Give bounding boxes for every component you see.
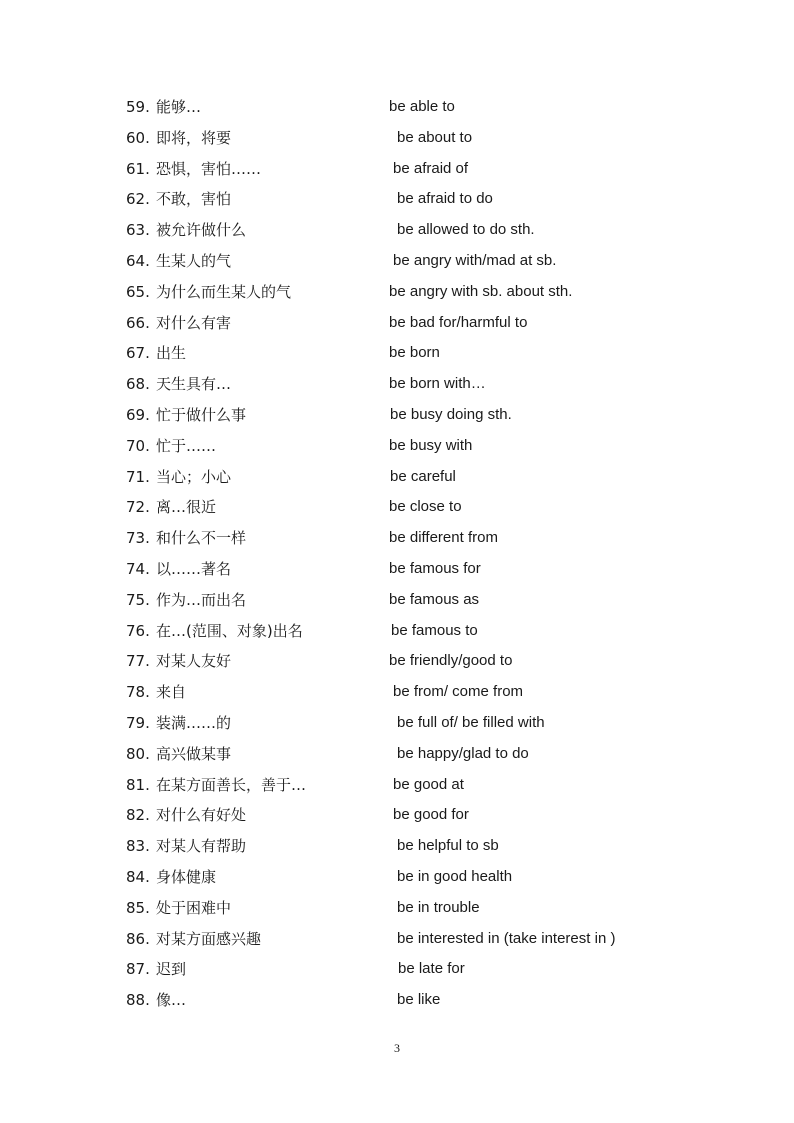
- entry-number: 87.: [126, 960, 150, 979]
- vocabulary-entry: [126, 527, 686, 558]
- entry-number: 72.: [126, 498, 150, 517]
- entry-number: 68.: [126, 375, 150, 394]
- entry-english: be friendly/good to: [389, 652, 513, 670]
- vocabulary-entry: [126, 989, 686, 1020]
- entry-chinese: 即将，将要: [156, 128, 232, 147]
- vocabulary-entry: [126, 250, 686, 281]
- entry-chinese: 处于困难中: [156, 898, 232, 917]
- entry-number: 82.: [126, 806, 150, 825]
- entry-number: 62.: [126, 190, 150, 209]
- entry-number: 78.: [126, 683, 150, 702]
- entry-number: 84.: [126, 867, 150, 886]
- entry-chinese: 来自: [156, 683, 187, 702]
- entry-number: 71.: [126, 467, 150, 486]
- entry-chinese: 以……著名: [156, 559, 232, 578]
- vocabulary-entry: [126, 466, 686, 497]
- entry-english: be famous as: [389, 590, 480, 608]
- entry-english: be busy with: [389, 436, 473, 454]
- vocabulary-entry: [126, 558, 686, 589]
- entry-english: be careful: [390, 467, 456, 485]
- entry-english: be about to: [397, 128, 473, 146]
- entry-chinese: 对某人友好: [156, 652, 232, 671]
- entry-chinese: 高兴做某事: [156, 744, 232, 763]
- entry-chinese: 作为…而出名: [156, 590, 247, 609]
- vocabulary-entry: [126, 897, 686, 928]
- entry-number: 81.: [126, 775, 150, 794]
- vocabulary-entry: [126, 404, 686, 435]
- entry-english: be allowed to do sth.: [397, 221, 535, 239]
- entry-english: be born: [389, 344, 440, 362]
- entry-chinese: 恐惧，害怕……: [156, 159, 262, 178]
- entry-chinese: 在…(范围、对象)出名: [156, 621, 303, 640]
- vocabulary-entry: [126, 774, 686, 805]
- entry-chinese: 天生具有…: [156, 375, 232, 394]
- vocabulary-entry: [126, 620, 686, 651]
- entry-english: be from/ come from: [393, 683, 524, 701]
- entry-number: 83.: [126, 837, 150, 856]
- entry-number: 77.: [126, 652, 150, 671]
- entry-english: be in trouble: [397, 898, 480, 916]
- vocabulary-entry: [126, 127, 686, 158]
- entry-english: be helpful to sb: [397, 837, 499, 855]
- entry-number: 86.: [126, 929, 150, 948]
- entry-number: 85.: [126, 898, 150, 917]
- entry-number: 64.: [126, 251, 150, 270]
- entry-number: 61.: [126, 159, 150, 178]
- entry-number: 59.: [126, 98, 150, 116]
- entry-chinese: 装满……的: [156, 713, 232, 732]
- entry-chinese: 在某方面善长，善于…: [156, 775, 307, 794]
- entry-english: be angry with/mad at sb.: [393, 251, 557, 269]
- entry-chinese: 被允许做什么: [156, 221, 247, 240]
- entry-chinese: 离…很近: [156, 498, 217, 517]
- entry-english: be close to: [389, 498, 462, 516]
- entry-chinese: 对什么有害: [156, 313, 232, 332]
- page-number: 3: [394, 1041, 400, 1055]
- entry-english: be in good health: [397, 867, 513, 885]
- entry-chinese: 和什么不一样: [156, 529, 247, 548]
- vocabulary-entry: [126, 958, 686, 989]
- entry-chinese: 迟到: [156, 960, 187, 979]
- vocabulary-entry: [126, 342, 686, 373]
- entry-number: 79.: [126, 713, 150, 732]
- entry-number: 67.: [126, 344, 150, 363]
- entry-english: be angry with sb. about sth.: [389, 282, 573, 300]
- entry-english: be busy doing sth.: [390, 405, 512, 423]
- entry-english: be good at: [393, 775, 464, 793]
- vocabulary-entry: [126, 312, 686, 343]
- entry-number: 70.: [126, 436, 150, 455]
- entry-chinese: 身体健康: [156, 867, 217, 886]
- entry-number: 88.: [126, 991, 150, 1010]
- vocabulary-entry: [126, 804, 686, 835]
- vocabulary-entry: [126, 188, 686, 219]
- entry-chinese: 为什么而生某人的气: [156, 282, 292, 301]
- entry-chinese: 像…: [156, 991, 187, 1010]
- entry-chinese: 忙于……: [156, 436, 217, 455]
- entry-english: be happy/glad to do: [397, 744, 529, 762]
- entry-number: 74.: [126, 559, 150, 578]
- entry-number: 73.: [126, 529, 150, 548]
- entry-english: be late for: [398, 960, 465, 978]
- vocabulary-entry: [126, 681, 686, 712]
- entry-english: be full of/ be filled with: [397, 713, 545, 731]
- entry-chinese: 忙于做什么事: [156, 405, 247, 424]
- vocabulary-entry: [126, 281, 686, 312]
- vocabulary-entry: [126, 589, 686, 620]
- entry-english: be afraid to do: [397, 190, 493, 208]
- entry-number: 80.: [126, 744, 150, 763]
- vocabulary-entry: [126, 219, 686, 250]
- vocabulary-entry: [126, 866, 686, 897]
- entry-english: be afraid of: [393, 159, 469, 177]
- entry-english: be interested in (take interest in ): [397, 929, 616, 947]
- entry-number: 60.: [126, 128, 150, 147]
- entry-english: be famous for: [389, 559, 481, 577]
- entry-chinese: 对某人有帮助: [156, 837, 247, 856]
- entry-chinese: 当心；小心: [156, 467, 232, 486]
- entry-english: be different from: [389, 529, 498, 547]
- entry-chinese: 对某方面感兴趣: [156, 929, 262, 948]
- vocabulary-entry: [126, 96, 686, 127]
- entry-english: be famous to: [391, 621, 478, 639]
- vocabulary-entry: [126, 743, 686, 774]
- entry-number: 65.: [126, 282, 150, 301]
- vocabulary-entry: [126, 496, 686, 527]
- vocabulary-entry: [126, 158, 686, 189]
- vocabulary-entry: [126, 435, 686, 466]
- entry-english: be good for: [393, 806, 469, 824]
- entry-chinese: 出生: [156, 344, 187, 363]
- entry-number: 63.: [126, 221, 150, 240]
- entry-chinese: 能够…: [156, 98, 202, 116]
- entry-number: 75.: [126, 590, 150, 609]
- vocabulary-entry: [126, 650, 686, 681]
- vocabulary-entry: [126, 928, 686, 959]
- vocabulary-entry: [126, 835, 686, 866]
- entry-english: be born with…: [389, 375, 486, 393]
- entry-number: 69.: [126, 405, 150, 424]
- vocabulary-entry: [126, 373, 686, 404]
- vocabulary-list: [126, 96, 686, 1020]
- entry-english: be bad for/harmful to: [389, 313, 528, 331]
- entry-english: be like: [397, 991, 441, 1009]
- vocabulary-entry: [126, 712, 686, 743]
- entry-number: 76.: [126, 621, 150, 640]
- entry-number: 66.: [126, 313, 150, 332]
- entry-chinese: 不敢，害怕: [156, 190, 232, 209]
- entry-english: be able to: [389, 98, 455, 115]
- entry-chinese: 对什么有好处: [156, 806, 247, 825]
- entry-chinese: 生某人的气: [156, 251, 232, 270]
